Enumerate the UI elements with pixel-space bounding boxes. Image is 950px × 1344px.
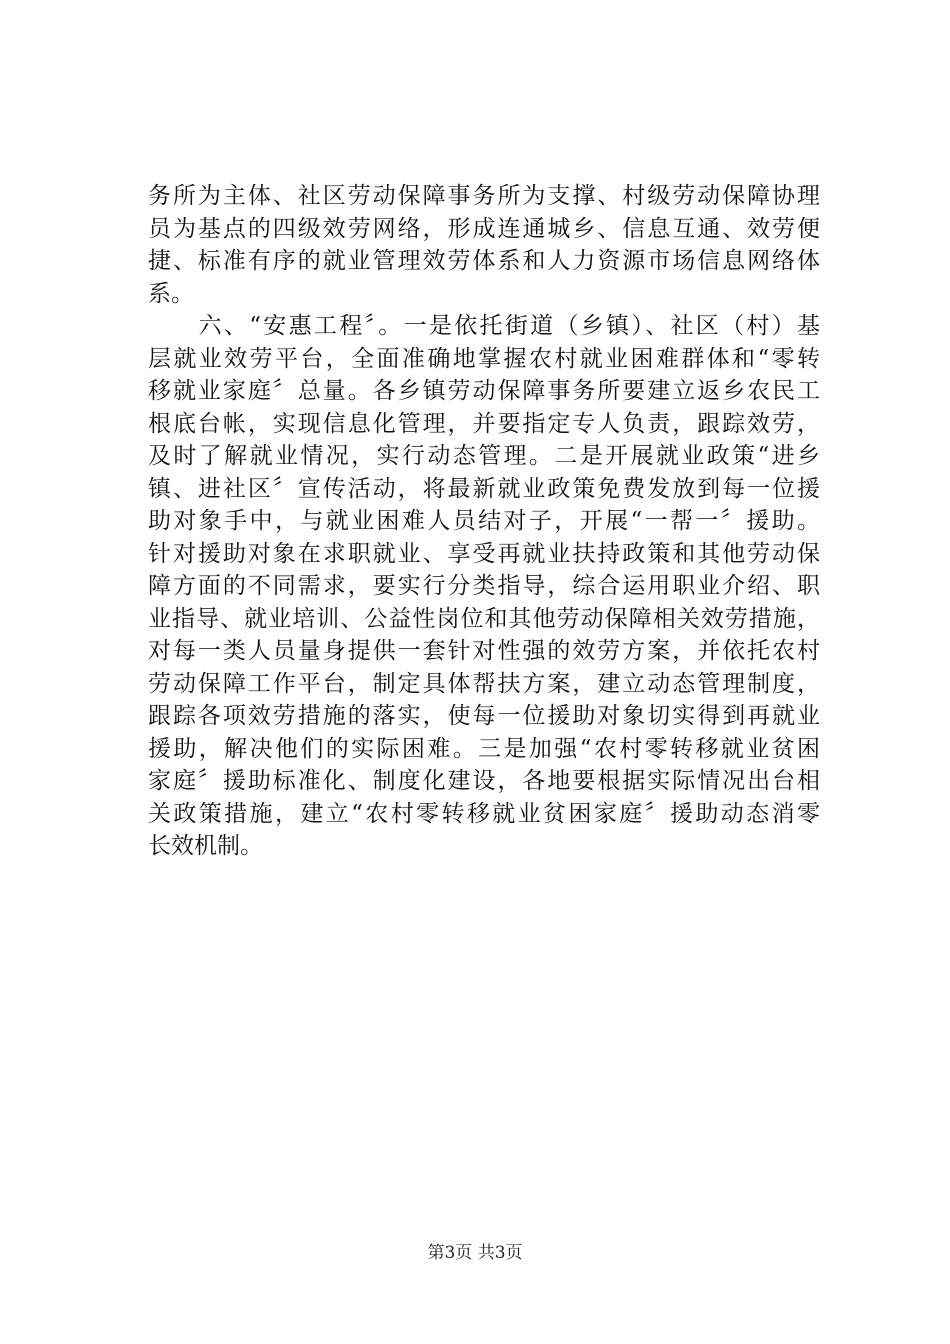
text-line: 对每一类人员量身提供一套针对性强的效劳方案，并依托农村 [148, 638, 820, 664]
text-line: 业指导、就业培训、公益性岗位和其他劳动保障相关效劳措施， [148, 605, 820, 632]
text-line: 长效机制。 [148, 833, 263, 859]
text-line: 障方面的不同需求，要实行分类指导，综合运用职业介绍、职 [148, 573, 820, 599]
text-line: 层就业效劳平台，全面准确地掌握农村就业困难群体和“零转 [148, 345, 820, 372]
text-line: 务所为主体、社区劳动保障事务所为支撑、村级劳动保障协理 [148, 183, 820, 209]
text-line: 关政策措施，建立“农村零转移就业贫困家庭〞援助动态消零 [148, 800, 820, 827]
page-footer [0, 1238, 950, 1263]
page-number: 第3页 共3页 [427, 1243, 523, 1263]
text-line: 助对象手中，与就业困难人员结对子，开展“一帮一〞援助。 [148, 508, 820, 534]
text-line: 六、“安惠工程〞。一是依托街道（乡镇）、社区（村）基 [148, 313, 820, 339]
text-line: 捷、标准有序的就业管理效劳体系和人力资源市场信息网络体 [148, 248, 820, 274]
text-line: 系。 [148, 280, 194, 307]
text-line: 员为基点的四级效劳网络，形成连通城乡、信息互通、效劳便 [148, 215, 820, 242]
text-line: 根底台帐，实现信息化管理，并要指定专人负责，跟踪效劳， [148, 410, 820, 437]
text-line: 跟踪各项效劳措施的落实，使每一位援助对象切实得到再就业 [148, 703, 820, 729]
text-line: 及时了解就业情况，实行动态管理。二是开展就业政策“进乡 [148, 443, 820, 469]
document-body [148, 180, 820, 863]
text-line: 援助，解决他们的实际困难。三是加强“农村零转移就业贫困 [148, 735, 820, 762]
text-line: 移就业家庭〞总量。各乡镇劳动保障事务所要建立返乡农民工 [148, 378, 820, 404]
text-line: 镇、进社区〞宣传活动，将最新就业政策免费发放到每一位援 [148, 475, 820, 502]
text-line: 针对援助对象在求职就业、享受再就业扶持政策和其他劳动保 [148, 540, 820, 567]
text-line: 家庭〞援助标准化、制度化建设，各地要根据实际情况出台相 [148, 768, 820, 794]
text-line: 劳动保障工作平台，制定具体帮扶方案，建立动态管理制度， [148, 670, 820, 697]
